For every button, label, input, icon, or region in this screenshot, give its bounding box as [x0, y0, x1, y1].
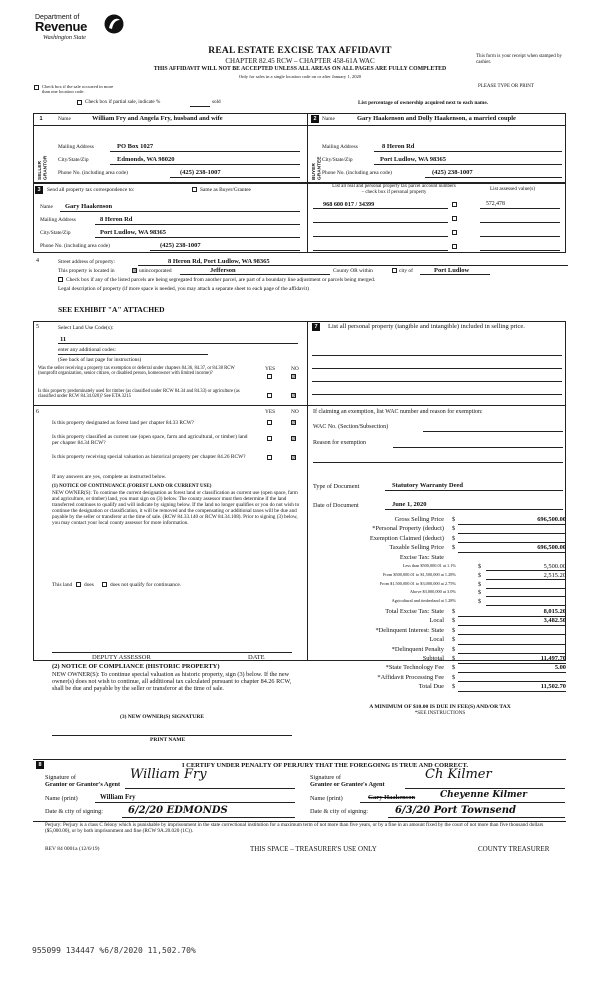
- bracket-label-0: Less than $500,000.01 at 1.1%: [402, 563, 456, 568]
- certify-statement: I CERTIFY UNDER PENALTY OF PERJURY THAT THE FOREGOING IS TRUE AND CORRECT.: [181, 762, 468, 769]
- total-row-rule-6: [458, 672, 566, 673]
- buyer-city-label: City/State/Zip: [322, 157, 353, 163]
- buyer-name-label: Name: [322, 116, 335, 122]
- total-row-rule-1: [458, 625, 566, 626]
- seller-mailing-value[interactable]: PO Box 1027: [117, 143, 154, 150]
- section-3-marker: 3: [35, 186, 43, 194]
- assessed-rule-1: [480, 208, 560, 209]
- q5-no-checkbox[interactable]: ☒: [292, 455, 297, 461]
- buyer-mailing-rule: [374, 151, 562, 152]
- total-row-label-2: *Delinquent Interest: State: [375, 626, 444, 634]
- assessed-value-1[interactable]: 572,478: [486, 201, 505, 207]
- wac-label: WAC No. (Section/Subsection): [313, 424, 389, 430]
- buyer-phone-rule: [425, 177, 562, 178]
- bracket-rule-2: [486, 588, 566, 589]
- grantee-date-rule: [388, 817, 565, 818]
- street-label: Street address of property:: [58, 259, 116, 265]
- tax-row-value-3[interactable]: 696,500.00: [537, 544, 566, 552]
- grantor-sig-rule: [125, 788, 295, 789]
- tax-row-label-2: Exemption Claimed (deduct): [369, 534, 444, 542]
- corr-mailing-rule: [95, 224, 300, 225]
- agency-line1: Department of: [35, 14, 80, 21]
- assessed-rule-2: [480, 222, 560, 223]
- partial-sale-line: [190, 106, 210, 107]
- total-row-value-6[interactable]: 5.00: [554, 664, 566, 672]
- seller-city-value[interactable]: Edmonds, WA 98020: [117, 156, 175, 163]
- personal-property-rule-4: [312, 394, 562, 395]
- county-value[interactable]: Jefferson: [210, 267, 236, 274]
- does-label: does: [84, 582, 94, 588]
- agency-line3: Washington State: [43, 34, 86, 41]
- q4-no-checkbox[interactable]: ☒: [292, 436, 297, 442]
- tax-row-value-0[interactable]: 696,500.00: [537, 516, 566, 523]
- partial-sale-checkbox[interactable]: [77, 100, 82, 105]
- receipt-note: This form is your receipt when stamped by cashier.: [476, 54, 562, 65]
- same-as-buyer-checkbox[interactable]: [192, 187, 197, 192]
- total-row-value-5[interactable]: 11,497.70: [540, 655, 566, 662]
- seller-name-label: Name: [58, 116, 71, 122]
- corr-city-value[interactable]: Port Ludlow, WA 98365: [100, 229, 166, 236]
- question-3: Is this property designated as forest land per chapter 84.33 RCW?: [52, 420, 195, 426]
- unincorporated-label: unincorporated: [139, 268, 172, 274]
- agency-logo: [33, 13, 128, 45]
- agency-emblem-icon: [103, 13, 125, 35]
- parcel-4-personal-checkbox[interactable]: [452, 244, 457, 249]
- corr-name-value[interactable]: Gary Haakenson: [65, 203, 113, 210]
- buyer-phone-value[interactable]: (425) 238-1007: [432, 169, 473, 176]
- corr-mailing-value[interactable]: 8 Heron Rd: [100, 216, 133, 223]
- total-row-dollar-8: $: [452, 683, 456, 691]
- buyer-city-rule: [374, 164, 562, 165]
- doc-type-label: Type of Document: [313, 483, 360, 490]
- corr-mailing-label: Mailing Address: [40, 217, 76, 223]
- seller-phone-label: Phone No. (including area code): [58, 170, 128, 176]
- same-as-buyer-label: Same as Buyer/Grantee: [200, 187, 251, 193]
- seller-mailing-label: Mailing Address: [58, 144, 94, 150]
- excise-tax-label: Excise Tax: State: [399, 553, 444, 561]
- corr-name-label: Name: [40, 204, 53, 210]
- grantee-sig-label-2: Grantee or Grantee's Agent: [310, 781, 385, 788]
- seller-phone-rule: [170, 177, 300, 178]
- yes-header-2: YES: [265, 409, 276, 415]
- total-row-label-4: *Delinquent Penalty: [391, 645, 444, 653]
- ownership-note: List percentage of ownership acquired next to each name.: [358, 99, 489, 106]
- total-row-dollar-6: $: [452, 664, 456, 672]
- total-row-rule-7: [458, 681, 566, 682]
- exhibit-value[interactable]: SEE EXHIBIT "A" ATTACHED: [58, 305, 165, 314]
- does-qualify-checkbox[interactable]: [76, 582, 81, 587]
- bracket-label-2: From $1,500,000.01 to $3,000,000 at 2.75%: [379, 580, 456, 586]
- q3-no-checkbox[interactable]: ☒: [292, 420, 297, 426]
- reason-rule-2: [313, 462, 563, 463]
- compliance-body: NEW OWNER(S): To continue special valuation as historic property, sign (3) below. If the new owner(s) does not wish to continue, all additional tax calculated pursuant to chapter 84.26 RCW, shall be due and payable by the seller or transferor at the time of sale.: [52, 671, 292, 693]
- personal-property-rule-1: [312, 355, 562, 356]
- minimum-fee-note: A MINIMUM OF $10.00 IS DUE IN FEE(S) AND/OR TAX: [369, 704, 511, 710]
- parcel-1-personal-checkbox[interactable]: [452, 202, 457, 207]
- treasurer-use-label: THIS SPACE – TREASURER'S USE ONLY: [250, 845, 377, 853]
- additional-codes-rule: [58, 354, 208, 355]
- grantee-print-struck: Gary Haakenson: [368, 794, 416, 801]
- tax-row-rule-3: [458, 552, 566, 553]
- bracket-dollar-0: $: [478, 563, 482, 570]
- total-row-rule-8: [458, 691, 566, 692]
- q5-yes-checkbox[interactable]: [267, 455, 272, 460]
- exemption-reason-label: Reason for exemption: [313, 440, 366, 446]
- seller-city-rule: [110, 164, 300, 165]
- doc-date-value[interactable]: June 1, 2020: [392, 501, 427, 508]
- total-row-rule-2: [458, 634, 566, 635]
- bracket-label-3: Above $3,000,000 at 3.0%: [409, 589, 456, 595]
- question-2: Is this property predominately used for timber (as classified under RCW 84.34 and 84.33) or agriculture (as classified under RCW 84.34.020)? See ETA 3215: [38, 389, 240, 400]
- bracket-rule-3: [486, 596, 566, 597]
- parcel-2-personal-checkbox[interactable]: [452, 216, 457, 221]
- grantor-print-value[interactable]: William Fry: [100, 794, 136, 801]
- tax-row-dollar-1: $: [452, 525, 456, 533]
- corr-phone-rule: [150, 250, 300, 251]
- see-instructions-note: *SEE INSTRUCTIONS: [414, 710, 466, 716]
- city-value[interactable]: Port Ludlow: [434, 267, 470, 274]
- total-row-dollar-7: $: [452, 673, 456, 681]
- agency-line2: Revenue: [35, 19, 88, 34]
- reason-rule-1: [393, 447, 563, 448]
- grantor-date-label: Date & city of signing:: [45, 808, 104, 815]
- tax-row-dollar-3: $: [452, 544, 456, 552]
- buyer-mailing-value[interactable]: 8 Heron Rd: [382, 143, 415, 150]
- certify-top-rule: [33, 759, 566, 760]
- section-8-marker: 8: [36, 761, 44, 769]
- new-owner-signature-label: (3) NEW OWNER(S) SIGNATURE: [120, 714, 204, 720]
- partial-sale-label: Check box if partial sale, indicate %: [85, 98, 161, 105]
- form-chapter: CHAPTER 82.45 RCW – CHAPTER 458-61A WAC: [225, 57, 375, 65]
- grantee-signature[interactable]: Ch Kilmer: [425, 767, 492, 782]
- grantee-print-rule: [360, 802, 565, 803]
- parcel-rule-4: [313, 250, 448, 251]
- total-row-label-6: *State Technology Fee: [385, 664, 444, 672]
- grantor-date-rule: [122, 817, 295, 818]
- parcels-header: List all real and personal property tax parcel account numbers: [332, 184, 456, 189]
- total-row-dollar-2: $: [452, 626, 456, 634]
- tax-row-rule-1: [458, 533, 566, 534]
- total-row-label-8: Total Due: [418, 683, 444, 691]
- total-row-label-1: Local: [429, 617, 444, 625]
- perjury-notice: Perjury: Perjury is a class C felony which is punishable by imprisonment in the state correctional institution for a maximum term of not more than five years, or by a fine in an amount fixed by the court of not more than five thousand dollars ($5,000.00), or by both imprisonment and fine (RCW 9A.20.020 (1C)).: [45, 822, 544, 834]
- multi-location-label: Check box if the sale occurred in more than one location code.: [42, 84, 114, 95]
- personal-property-rule-2: [312, 368, 562, 369]
- continuance-title: (1) NOTICE OF CONTINUANCE (FOREST LAND OR CURRENT USE): [52, 484, 212, 489]
- question-5: Is this property receiving special valuation as historical property per chapter 84.26 RCW?: [52, 454, 246, 460]
- total-row-dollar-5: $: [452, 655, 456, 662]
- total-row-value-8[interactable]: 11,502.70: [540, 683, 566, 691]
- yes-header-1: YES: [265, 366, 276, 372]
- segregated-checkbox[interactable]: [58, 277, 63, 282]
- grantee-sig-label-1: Signature of: [310, 774, 341, 781]
- street-rule: [138, 265, 568, 266]
- personal-property-label: List all personal property (tangible and intangible) included in selling price.: [328, 323, 525, 330]
- city-of-label: city of: [399, 268, 413, 274]
- bracket-rule-4: [486, 605, 566, 606]
- correspondence-label: Send all property tax correspondence to:: [47, 187, 135, 193]
- section-6-marker: 6: [36, 409, 39, 415]
- corr-name-rule: [60, 211, 300, 212]
- total-row-label-7: *Affidavit Processing Fee: [377, 673, 444, 681]
- form-note: Only for sales in a single location code on or after January 1, 2020: [238, 74, 362, 79]
- section-2-marker: 2: [311, 115, 319, 123]
- q2-no-checkbox[interactable]: ☒: [292, 393, 297, 399]
- buyer-phone-label: Phone No. (including area code): [322, 170, 392, 176]
- print-name-rule: [52, 735, 292, 736]
- q1-no-checkbox[interactable]: ☒: [292, 374, 297, 380]
- q4-yes-checkbox[interactable]: [267, 436, 272, 441]
- segregated-label: Check box if any of the listed parcels are being segregated from another parcel, are part of a boundary line adjustment or parcels being merged.: [66, 277, 376, 283]
- grantee-print-label: Name (print): [310, 795, 343, 802]
- exemption-claim-label: If claiming an exemption, list WAC number and reason for exemption:: [313, 409, 483, 415]
- form-revision: REV 84 0001a (12/6/19): [45, 846, 100, 852]
- corr-city-rule: [95, 237, 300, 238]
- land-use-code-rule: [58, 343, 298, 344]
- no-header-1: NO: [291, 366, 299, 372]
- cashier-stamp: 955099 134447 %6/8/2020 11,502.70%: [32, 946, 196, 955]
- type-or-print: PLEASE TYPE OR PRINT: [478, 84, 534, 89]
- bracket-value-0[interactable]: 5,500.00: [543, 563, 566, 570]
- does-not-qualify-checkbox[interactable]: [102, 582, 107, 587]
- tax-row-label-1: *Personal Property (deduct): [372, 525, 444, 533]
- q1-yes-checkbox[interactable]: [267, 374, 272, 379]
- section-4-marker: 4: [36, 258, 39, 264]
- corr-phone-label: Phone No. (including area code): [40, 243, 110, 249]
- seller-phone-value[interactable]: (425) 238-1007: [180, 169, 221, 176]
- buyer-mailing-label: Mailing Address: [322, 144, 358, 150]
- street-value[interactable]: 8 Heron Rd, Port Ludlow, WA 98365: [168, 258, 270, 265]
- unincorporated-checkbox[interactable]: ☒: [133, 268, 138, 274]
- county-rule: [180, 274, 330, 275]
- bracket-rule-1: [486, 579, 566, 580]
- total-row-value-0[interactable]: 8,015.20: [543, 608, 566, 615]
- grantor-sig-label-2: Grantor or Grantor's Agent: [45, 781, 121, 788]
- assessed-rule-3: [480, 236, 560, 237]
- question-4: Is this property classified as current use (open space, farm and agricultural, or timber) land per chapter 84.34 RCW?: [52, 434, 248, 447]
- form-title: REAL ESTATE EXCISE TAX AFFIDAVIT: [208, 46, 392, 56]
- land-use-divider: [307, 321, 308, 661]
- no-header-2: NO: [291, 409, 299, 415]
- seller-mailing-rule: [110, 151, 300, 152]
- parcel-rule-1: [313, 208, 448, 209]
- correspondence-divider: [307, 183, 308, 253]
- tax-row-label-0: Gross Selling Price: [394, 516, 444, 523]
- grantor-date-value[interactable]: 6/2/20 EDMONDS: [128, 805, 228, 816]
- parcel-3-personal-checkbox[interactable]: [452, 230, 457, 235]
- parcel-rule-3: [313, 236, 448, 237]
- grantor-print-label: Name (print): [45, 795, 78, 802]
- print-name-label: PRINT NAME: [150, 737, 186, 743]
- total-row-rule-4: [458, 653, 566, 654]
- question-1: Was the seller receiving a property tax exemption or deferral under chapters 84.36, 84.37, or 84.38 RCW (nonprofit organization, senior citizen, or disabled person, homeowner with limited income)?: [38, 366, 235, 377]
- doc-date-rule: [385, 509, 563, 510]
- doc-type-rule: [385, 490, 563, 491]
- total-row-rule-0: [458, 616, 566, 617]
- section-5-marker: 5: [36, 324, 39, 330]
- bracket-dollar-4: $: [478, 598, 482, 606]
- bracket-dollar-3: $: [478, 589, 482, 597]
- buyer-side-label: BUYER GRANTEE: [312, 156, 323, 180]
- deputy-rule: [52, 652, 292, 653]
- continuance-body: NEW OWNER(S): To continue the current designation as forest land or classification as current use (open space, farm and agriculture, or timber) land, you must sign on (3) below. The county assessor must then determine if the land transferred continues to qualify and will indicate by signing below. If the land no longer qualifies or you do not wish to continue the designation or classification, it will be removed and the compensating or additional taxes will be due and payable by the seller or transferor at the time of sale. (RCW 84.33.140 or RCW 84.34.108). Prior to signing (3) below, you may contact your local county assessor for more information.: [52, 490, 300, 526]
- total-row-label-3: Local: [429, 636, 444, 644]
- county-treasurer-label: COUNTY TREASURER: [478, 845, 550, 853]
- total-row-label-5: Subtotal: [422, 655, 444, 662]
- personal-property-rule-3: [312, 381, 562, 382]
- form-warning: THIS AFFIDAVIT WILL NOT BE ACCEPTED UNLESS ALL AREAS ON ALL PAGES ARE FULLY COMPLETED: [153, 66, 447, 72]
- q3-yes-checkbox[interactable]: [267, 420, 272, 425]
- seller-side-label: SELLER GRANTOR: [38, 155, 49, 180]
- city-of-checkbox[interactable]: [392, 268, 397, 273]
- total-row-dollar-4: $: [452, 645, 456, 653]
- parcel-number-1[interactable]: 968 600 017 / 34399: [323, 201, 375, 208]
- total-row-rule-5: [458, 663, 566, 664]
- corr-city-label: City/State/Zip: [40, 230, 71, 236]
- doc-date-label: Date of Document: [313, 502, 359, 509]
- additional-codes-label: enter any additional codes:: [58, 347, 116, 353]
- does-not-label: does not qualify for continuance.: [110, 582, 182, 588]
- tax-row-dollar-0: $: [452, 516, 456, 523]
- parcel-rule-2: [313, 222, 448, 223]
- buyer-city-value[interactable]: Port Ludlow, WA 98365: [380, 156, 446, 163]
- grantor-sig-label-1: Signature of: [45, 774, 76, 781]
- grantee-date-value[interactable]: 6/3/20 Port Townsend: [395, 805, 517, 816]
- parties-divider: [307, 113, 308, 183]
- select-land-use-label: Select Land Use Code(s):: [58, 325, 114, 331]
- if-yes-note: If any answers are yes, complete as instructed below.: [52, 474, 167, 480]
- multi-location-checkbox[interactable]: [34, 85, 39, 90]
- deputy-date-label: DATE: [248, 654, 265, 661]
- bracket-label-4: Agricultural and timberland at 1.28%: [391, 598, 456, 604]
- grantee-date-label: Date & city of signing:: [310, 808, 369, 815]
- tax-row-label-3: Taxable Selling Price: [389, 544, 444, 552]
- tax-row-dollar-2: $: [452, 534, 456, 542]
- sold-label: sold: [212, 98, 221, 105]
- land-use-code[interactable]: 11: [60, 336, 67, 343]
- total-row-dollar-0: $: [452, 608, 456, 615]
- county-label: County OR within: [333, 268, 373, 274]
- section-6-rule: [33, 405, 566, 406]
- parcels-subheader: – check box if personal property: [361, 190, 427, 195]
- q2-yes-checkbox[interactable]: [267, 393, 272, 398]
- bracket-dollar-2: $: [478, 580, 482, 588]
- wac-rule: [423, 431, 563, 432]
- total-row-dollar-3: $: [452, 636, 456, 644]
- compliance-title: (2) NOTICE OF COMPLIANCE (HISTORIC PROPERTY): [52, 663, 220, 670]
- bracket-value-1[interactable]: 2,515.20: [543, 571, 566, 579]
- total-row-rule-3: [458, 644, 566, 645]
- seller-name-value[interactable]: William Fry and Angela Fry, husband and wife: [92, 115, 223, 122]
- buyer-name-value[interactable]: Gary Haakenson and Dolly Haakenson, a married couple: [357, 115, 516, 122]
- grantor-print-rule: [95, 802, 295, 803]
- section-7-marker: 7: [312, 323, 320, 331]
- bracket-label-1: From $500,000.01 to $1,500,000 at 1.28%: [382, 571, 456, 577]
- grantor-signature[interactable]: William Fry: [130, 767, 207, 782]
- tax-row-rule-2: [458, 542, 566, 543]
- see-back-label: (See back of last page for instructions): [58, 357, 142, 363]
- legal-description-label: Legal description of property (if more space is needed, you may attach a separate sheet to each page of the affidavit): [58, 286, 309, 292]
- doc-type-value[interactable]: Statutory Warranty Deed: [392, 482, 464, 489]
- total-row-dollar-1: $: [452, 617, 456, 625]
- deputy-assessor-label: DEPUTY ASSESSOR: [92, 654, 151, 661]
- section-1-marker: 1: [37, 115, 45, 123]
- seller-city-label: City/State/Zip: [58, 157, 89, 163]
- grantee-print-value[interactable]: Cheyenne Kilmer: [440, 790, 527, 800]
- tax-row-rule-0: [458, 524, 566, 525]
- parties-name-rule: [33, 125, 566, 126]
- total-row-label-0: Total Excise Tax: State: [385, 608, 444, 615]
- grantee-sig-rule: [405, 788, 565, 789]
- corr-phone-value[interactable]: (425) 238-1007: [160, 242, 201, 249]
- total-row-value-1[interactable]: 3,482.50: [543, 617, 566, 625]
- city-rule: [420, 274, 490, 275]
- located-label: This property is located in: [58, 268, 115, 274]
- bracket-dollar-1: $: [478, 571, 482, 579]
- assessed-header: List assessed value(s): [490, 186, 535, 192]
- this-land-label: This land: [52, 582, 73, 588]
- assessed-rule-4: [480, 250, 560, 251]
